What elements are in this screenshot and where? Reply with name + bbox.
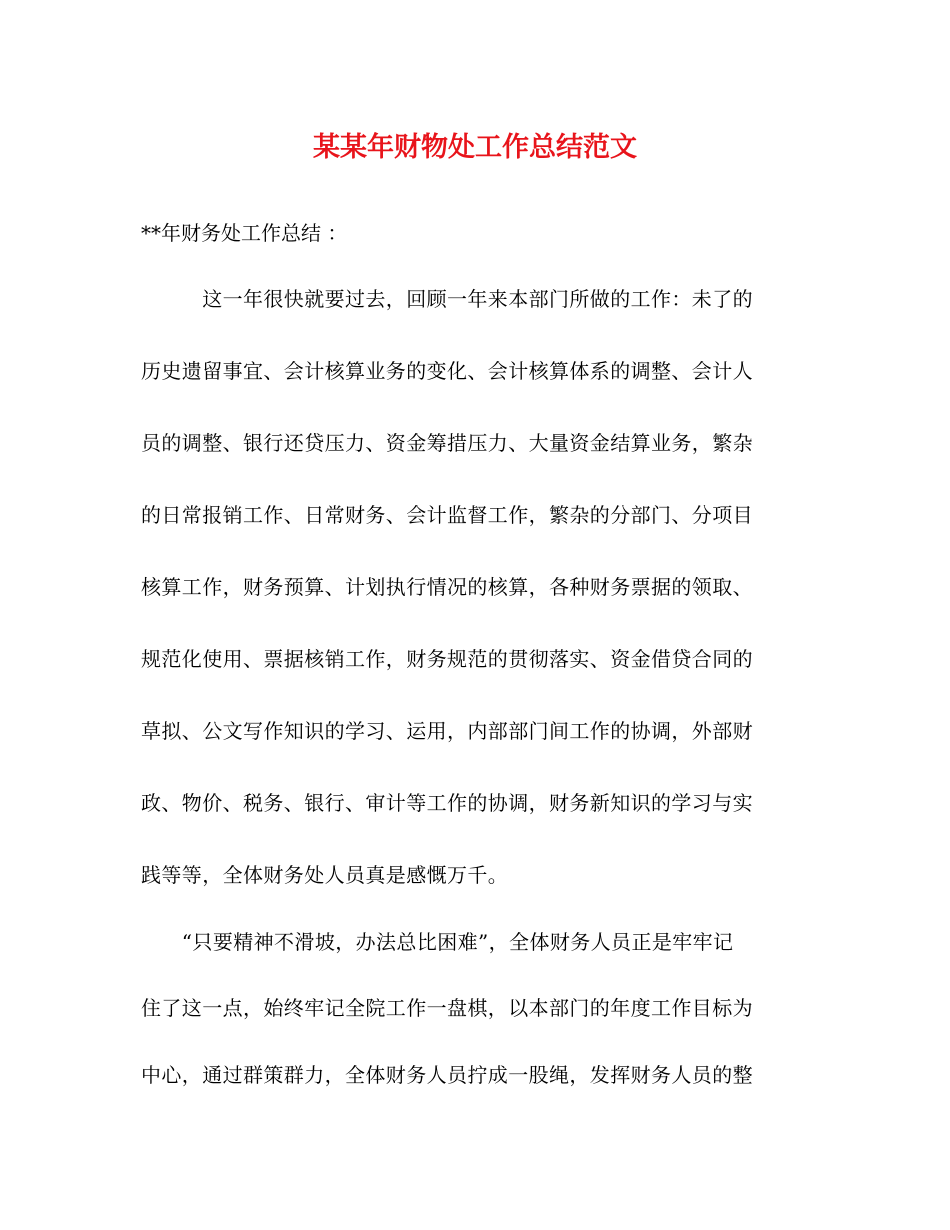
body-line: 核算工作，财务预算、计划执行情况的核算，各种财务票据的领取、: [141, 575, 753, 599]
section-heading: **年财务处工作总结 ：: [141, 221, 348, 245]
body-line: 员的调整、银行还贷压力、资金筹措压力、大量资金结算业务，繁杂: [141, 431, 753, 455]
body-line: 规范化使用、票据核销工作，财务规范的贯彻落实、资金借贷合同的: [141, 647, 753, 671]
body-line: 践等等，全体财务处人员真是感慨万千。: [141, 863, 509, 887]
body-line: “只要精神不滑坡，办法总比困难”，全体财务人员正是牢牢记: [141, 930, 734, 954]
body-line: 这一年很快就要过去，回顾一年来本部门所做的工作：未了的: [141, 287, 753, 311]
body-line: 的日常报销工作、日常财务、会计监督工作，繁杂的分部门、分项目: [141, 503, 753, 527]
document-title: 某某年财物处工作总结范文: [313, 132, 637, 163]
body-line: 草拟、公文写作知识的学习、运用，内部部门间工作的协调，外部财: [141, 719, 753, 743]
body-line: 历史遗留事宜、会计核算业务的变化、会计核算体系的调整、会计人: [141, 359, 753, 383]
body-line: 住了这一点，始终牢记全院工作一盘棋，以本部门的年度工作目标为: [141, 996, 753, 1020]
body-line: 政、物价、税务、银行、审计等工作的协调，财务新知识的学习与实: [141, 791, 753, 815]
body-line: 中心，通过群策群力，全体财务人员拧成一股绳，发挥财务人员的整: [141, 1063, 753, 1087]
